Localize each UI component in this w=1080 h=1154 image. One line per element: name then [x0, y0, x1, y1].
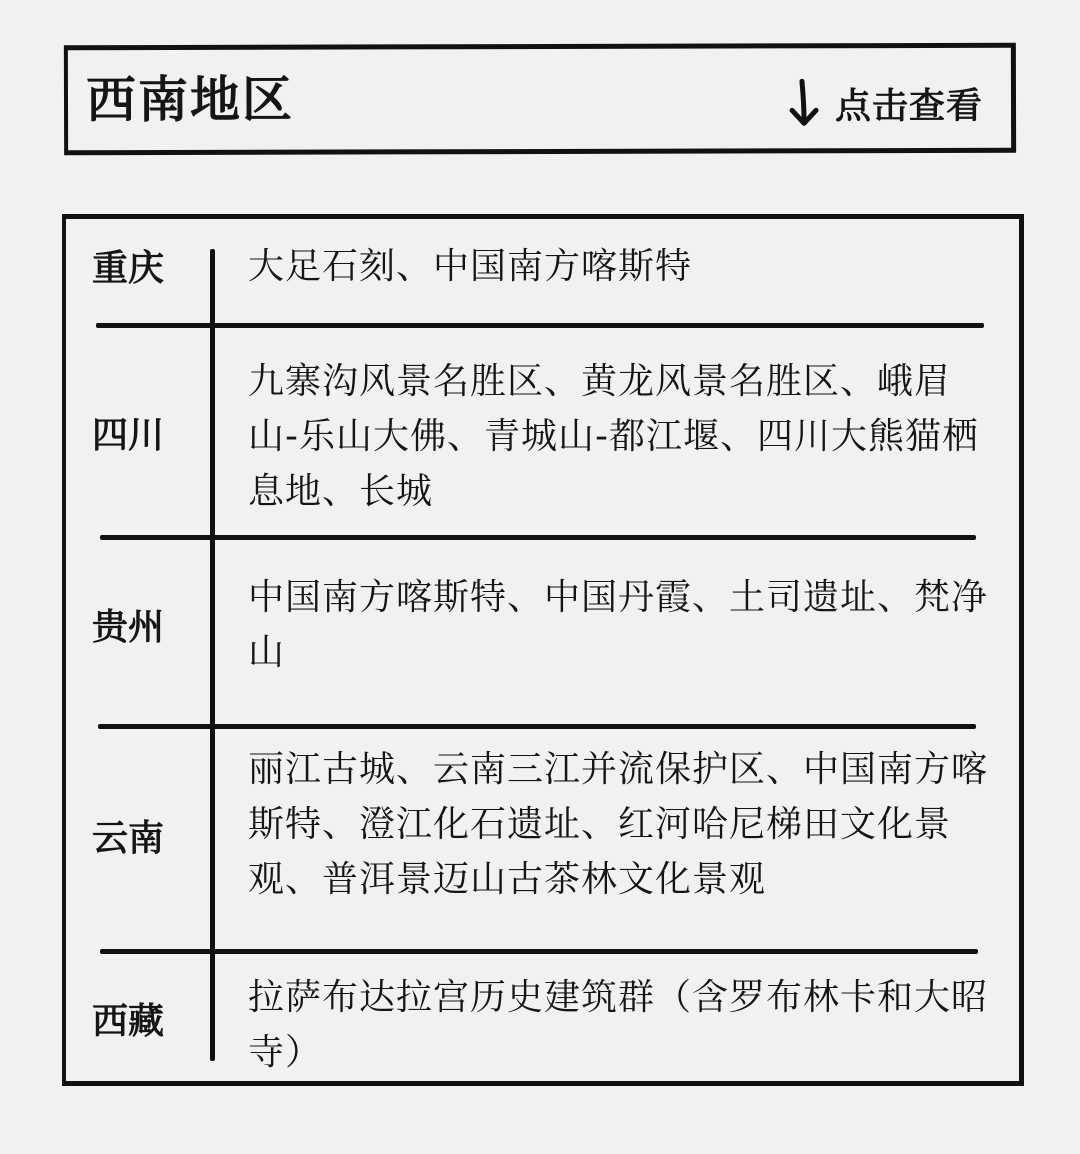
region-name: 西藏 — [92, 1001, 165, 1042]
heritage-sites: 大足石刻、中国南方喀斯特 — [248, 246, 693, 287]
region-name: 重庆 — [92, 248, 165, 289]
page-title: 西南地区 — [85, 70, 295, 130]
region-name: 贵州 — [92, 607, 165, 648]
heritage-sites: 中国南方喀斯特、中国丹霞、土司遗址、梵净山 — [248, 577, 989, 673]
table-row — [66, 328, 1019, 535]
heritage-sites: 九寨沟风景名胜区、黄龙风景名胜区、峨眉山-乐山大佛、青城山-都江堰、四川大熊猫栖息地、长城 — [248, 361, 979, 512]
header-box — [64, 43, 1016, 155]
table-row — [66, 540, 1019, 724]
region-name: 云南 — [92, 818, 165, 859]
view-more-label: 点击查看 — [834, 85, 984, 127]
arrow-down-icon — [787, 78, 821, 128]
view-more-button[interactable] — [787, 78, 983, 129]
heritage-sites: 丽江古城、云南三江并流保护区、中国南方喀斯特、澄江化石遗址、红河哈尼梯田文化景观、普洱景迈山古茶林文化景观 — [248, 749, 989, 900]
heritage-table — [62, 214, 1024, 1086]
heritage-sites: 拉萨布达拉宫历史建筑群（含罗布林卡和大昭寺） — [248, 977, 989, 1073]
table-row — [66, 954, 1019, 1084]
table-row — [66, 219, 1019, 323]
table-row — [66, 729, 1019, 949]
region-name: 四川 — [92, 415, 165, 456]
